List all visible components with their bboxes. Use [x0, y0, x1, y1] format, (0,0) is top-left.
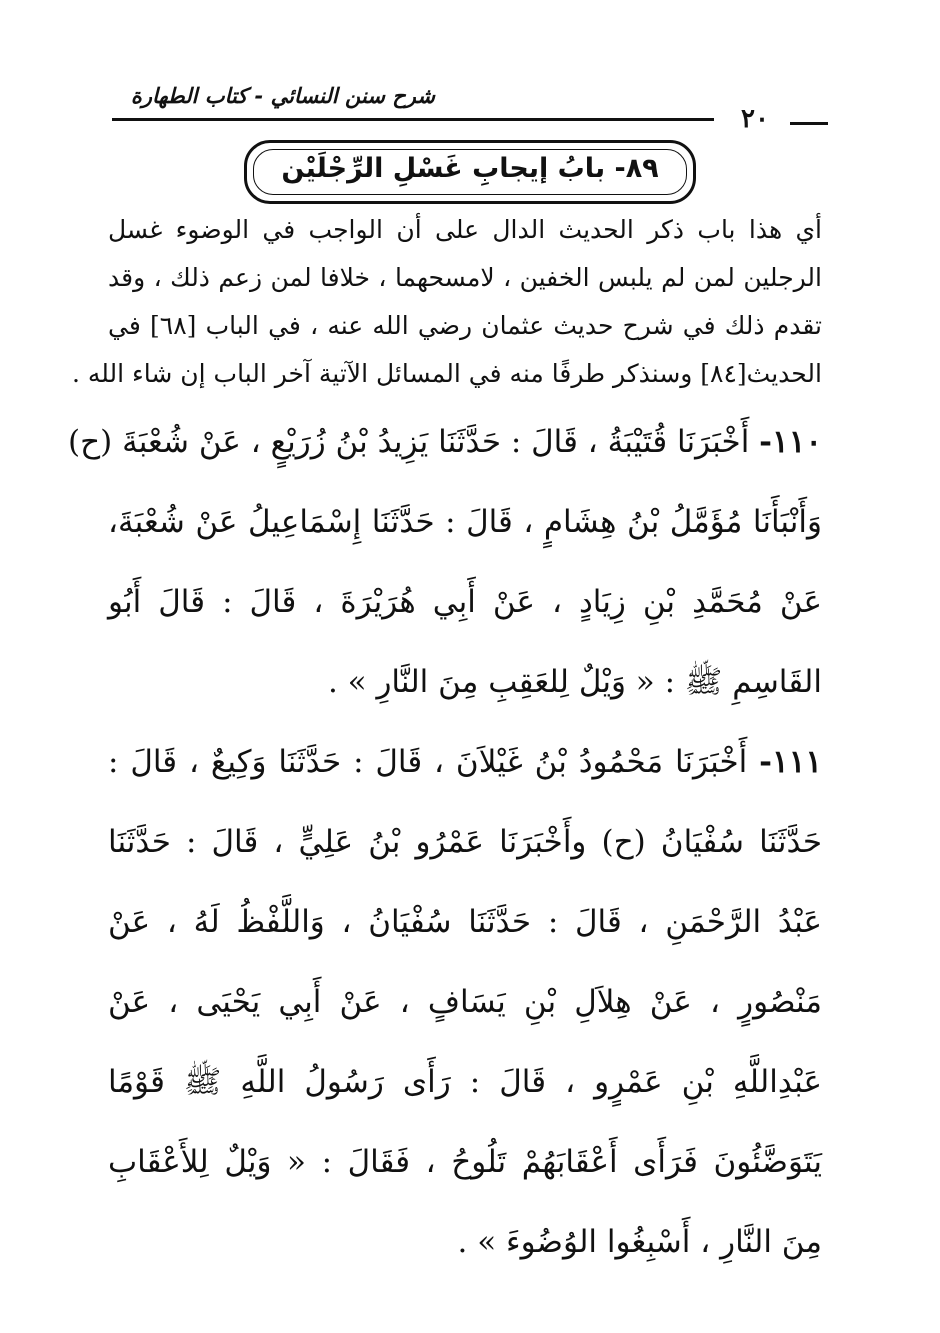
hadith-text: أَخْبَرَنَا قُتَيْبَةُ ، قَالَ : حَدَّثَنَا يَزِيدُ بْنُ زُرَيْعٍ ، عَنْ شُعْبَةَ (ح)	[68, 424, 750, 460]
hadith-number: ١١٠-	[759, 424, 822, 460]
hadith-line: مِنَ النَّارِ ، أَسْبِغُوا الوُضُوءَ » .	[457, 1224, 822, 1260]
hadith-line: عَنْ مُحَمَّدِ بْنِ زِيَادٍ ، عَنْ أَبِي هُرَيْرَةَ ، قَالَ : قَالَ أَبُو	[108, 584, 822, 620]
hadith-line: حَدَّثَنَا سُفْيَانُ (ح) وأَخْبَرَنَا عَمْرُو بْنُ عَلِيٍّ ، قَالَ : حَدَّثَنَا	[108, 824, 822, 860]
header-rule-right	[790, 122, 828, 125]
chapter-heading-frame	[244, 140, 696, 204]
header-rule	[112, 118, 714, 121]
hadith-111	[108, 722, 822, 1282]
hadith-line: يَتَوَضَّئُونَ فَرَأَى أَعْقَابَهُمْ تَلُوحُ ، فَقَالَ : « وَيْلٌ لِلأَعْقَابِ	[108, 1144, 822, 1180]
hadith-line: وَأَنْبَأَنَا مُؤَمَّلُ بْنُ هِشَامٍ ، قَالَ : حَدَّثَنَا إِسْمَاعِيلُ عَنْ شُعْبَةَ،	[108, 504, 822, 540]
hadith-110	[68, 402, 822, 722]
hadith-111-line-1	[108, 722, 822, 802]
hadith-line: القَاسِمِ ﷺ : « وَيْلٌ لِلعَقِبِ مِنَ النَّارِ » .	[327, 664, 822, 700]
chapter-intro-paragraph	[71, 206, 822, 398]
intro-line: تقدم ذلك في شرح حديث عثمان رضي الله عنه ، في الباب [٦٨] في	[108, 311, 822, 340]
hadith-110-line-1	[68, 402, 822, 482]
hadith-line: عَبْدِاللَّهِ بْنِ عَمْرٍو ، قَالَ : رَأَى رَسُولُ اللَّهِ ﷺ قَوْمًا	[108, 1064, 822, 1100]
intro-line: أي هذا باب ذكر الحديث الدال على أن الواجب في الوضوء غسل	[108, 215, 822, 244]
hadith-line: عَبْدُ الرَّحْمَنِ ، قَالَ : حَدَّثَنَا سُفْيَانُ ، وَاللَّفْظُ لَهُ ، عَنْ	[108, 904, 822, 940]
intro-line: الحديث[٨٤] وسنذكر طرفًا منه في المسائل الآتية آخر الباب إن شاء الله .	[71, 359, 822, 388]
hadith-text: أَخْبَرَنَا مَحْمُودُ بْنُ غَيْلاَنَ ، قَالَ : حَدَّثَنَا وَكِيعٌ ، قَالَ :	[108, 744, 748, 780]
page-number: ٢٠	[741, 104, 769, 134]
hadith-number: ١١١-	[759, 744, 822, 780]
running-header-title: شرح سنن النسائي - كتاب الطهارة	[130, 84, 435, 108]
chapter-title: ٨٩- بابُ إيجابِ غَسْلِ الرِّجْلَيْن	[281, 153, 659, 184]
intro-line: الرجلين لمن لم يلبس الخفين ، لامسحهما ، خلافا لمن زعم ذلك ، وقد	[108, 263, 822, 292]
hadith-line: مَنْصُورٍ ، عَنْ هِلاَلِ بْنِ يَسَافٍ ، عَنْ أَبِي يَحْيَى ، عَنْ	[108, 984, 822, 1020]
